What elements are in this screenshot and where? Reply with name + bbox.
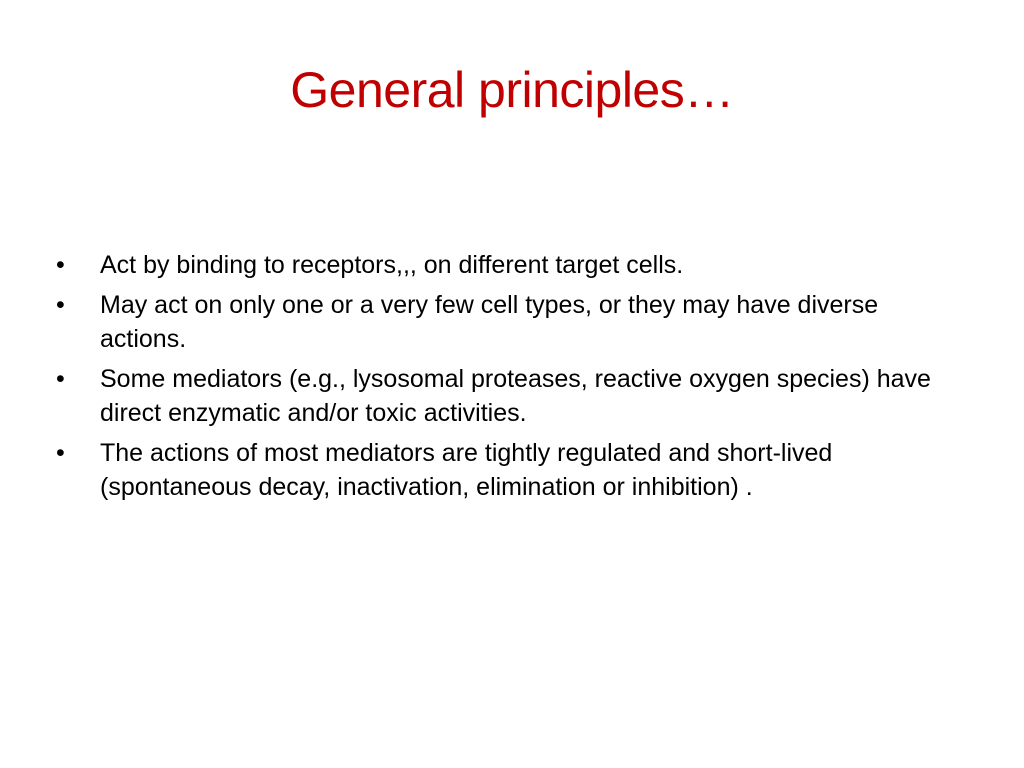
bullet-text: Act by binding to receptors,,, on different target cells. [100,251,684,279]
list-item [56,362,956,430]
slide-title: General principles… [290,62,734,118]
list-item [56,436,956,504]
bullet-icon: • [56,291,65,319]
bullet-text: Some mediators (e.g., lysosomal proteases, reactive oxygen species) have direct enzymatic and/or toxic activities. [100,365,931,427]
bullet-icon: • [56,365,65,393]
bullet-icon: • [56,439,65,467]
bullet-list [56,248,956,510]
bullet-icon: • [56,251,65,279]
list-item [56,288,956,356]
bullet-text: The actions of most mediators are tightly regulated and short-lived (spontaneous decay, inactivation, elimination or inhibition) . [100,439,833,501]
bullet-text: May act on only one or a very few cell types, or they may have diverse actions. [100,291,879,353]
list-item [56,248,956,282]
